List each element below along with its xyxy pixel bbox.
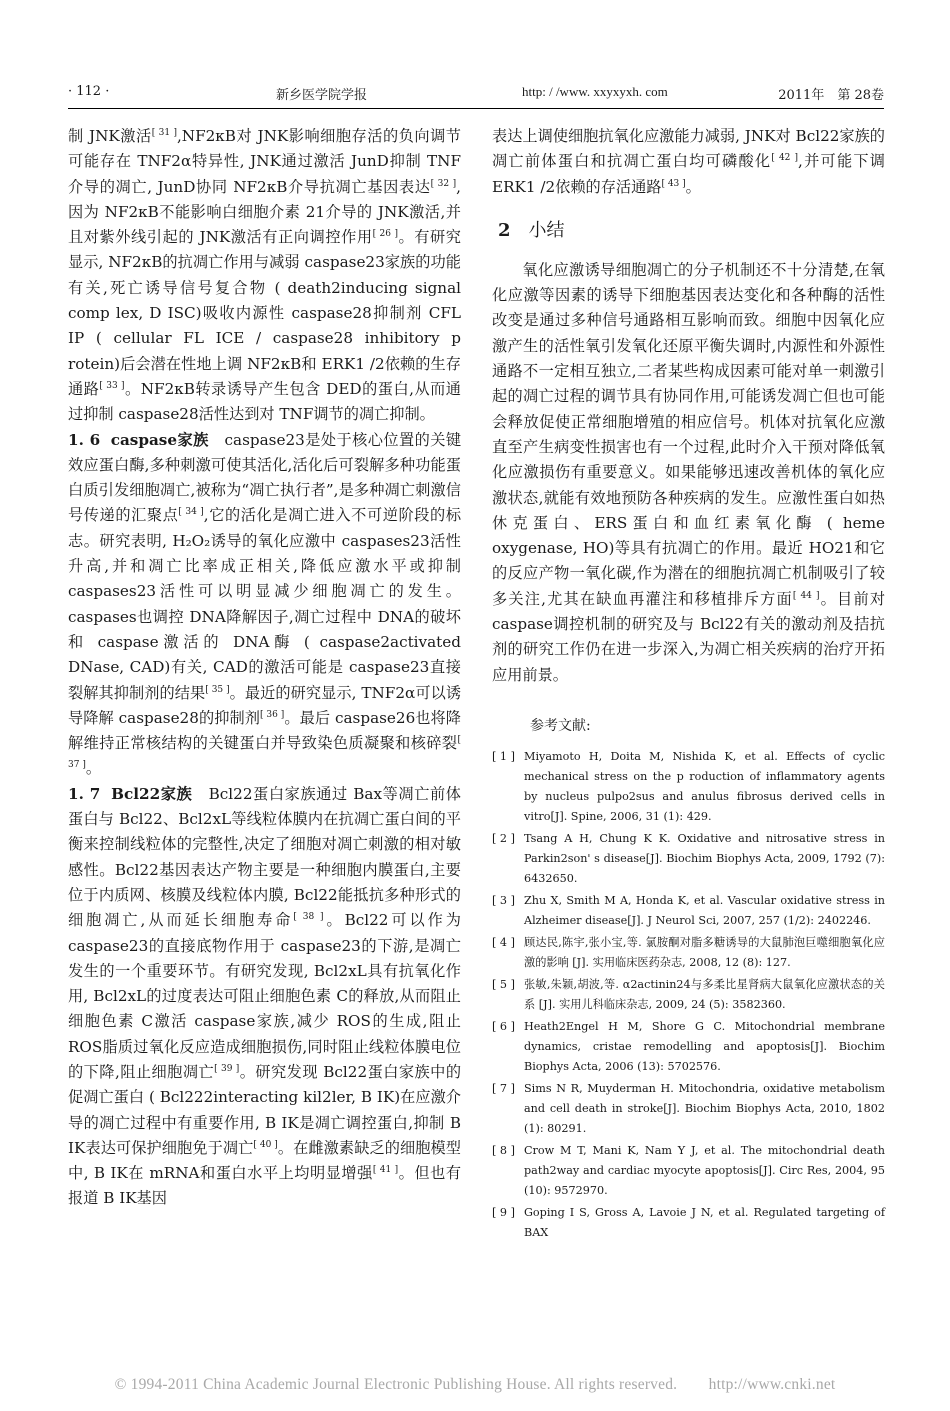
reference-number: [ 9 ] (492, 1206, 515, 1220)
reference-item (492, 891, 885, 931)
citation[interactable]: [ 41 ] (372, 1165, 399, 1176)
citation[interactable]: [ 26 ] (372, 229, 398, 240)
reference-text: Tsang A H, Chung K K. Oxidative and nitrosative stress in Parkin2son' s disease[J]. Biochim Biophys Acta, 2009, 1792 (7): 6432650. (524, 832, 885, 886)
citation[interactable]: [ 37 ] (68, 735, 461, 771)
reference-item (492, 933, 885, 973)
paragraph: 氧化应激诱导细胞凋亡的分子机制还不十分清楚,在氧化应激等因素的诱导下细胞基因表达变化和各种酶的活性改变是通过多种信号通路相互影响而致。细胞中因氧化应激产生的活性氧引发氧化还原平衡失调时,内源性和外源性通路不一定相互独立,二者某些构成因素可能对单一刺激引起的凋亡过程的调节具有协同作用,可能诱发凋亡但也可能会释放促使正常细胞增殖的相应信号。机体对抗氧化应激直至产生病变性损害也有一个过程,此时介入干预对降低氧化应激损伤有重要意义。如果能够迅速改善机体的氧化应激状态,就能有效地预防各种疾病的发生。应激性蛋白如热休克蛋白、ERS蛋白和血红素氧化酶 ( heme oxygenase, HO)等具有抗凋亡的作用。最近 HO21和它的反应产物一氧化碳,作为潜在的细胞抗凋亡机制吸引了较多关注,尤其在缺血再灌注和移植排斥方面[ 44 ]。目前对 caspase调控机制的研究及与 Bcl22有关的激动剂及拮抗剂的研究工作仍在进一步深入,为凋亡相关疾病的治疗开拓应用前景。 (492, 260, 886, 684)
journal-url[interactable]: http: / /www. xxyxyxh. com (522, 84, 668, 99)
reference-text: Goping I S, Gross A, Lavoie J N, et al. Regulated targeting of BAX (524, 1206, 885, 1240)
copyright-footer: © 1994-2011 China Academic Journal Electronic Publishing House. All rights reserved. http://www.cnki.net (114, 1376, 836, 1393)
section-number: 2 (498, 219, 511, 241)
reference-item (492, 975, 885, 1015)
reference-text: Heath2Engel H M, Shore G C. Mitochondrial membrane dynamics, cristae remodelling and apoptosis[J]. Biochim Biophys Acta, 2006 (13): 5702576. (524, 1020, 885, 1074)
header-rule (68, 108, 884, 109)
reference-item (492, 1017, 885, 1077)
citation[interactable]: [ 44 ] (792, 590, 820, 601)
reference-number: [ 2 ] (492, 832, 515, 846)
running-header (68, 84, 884, 108)
citation[interactable]: [ 38 ] (293, 912, 324, 923)
reference-number: [ 1 ] (492, 750, 515, 764)
right-column (492, 124, 885, 1245)
reference-number: [ 5 ] (492, 978, 515, 992)
reference-number: [ 7 ] (492, 1082, 515, 1096)
reference-text: 顾达民,陈宇,张小宝,等. 氯胺酮对脂多糖诱导的大鼠肺泡巨噬细胞氧化应激的影响 [J]. 实用临床医药杂志, 2008, 12 (8): 127. (524, 936, 885, 970)
section-number: 1. 7 (68, 784, 101, 803)
reference-number: [ 6 ] (492, 1020, 515, 1034)
reference-text: Zhu X, Smith M A, Honda K, et al. Vascular oxidative stress in Alzheimer disease[J]. J Neurol Sci, 2007, 257 (1/2): 2402246. (524, 894, 885, 928)
reference-text: Crow M T, Mani K, Nam Y J, et al. The mitochondrial death path2way and cardiac myocyte apoptosis[J]. Circ Res, 2004, 95 (10): 9572970. (524, 1144, 885, 1198)
section-number: 1. 6 (68, 430, 101, 449)
journal-name: 新乡医学院学报 (276, 88, 368, 103)
references-heading: 参考文献: (530, 717, 591, 734)
citation[interactable]: [ 40 ] (253, 1139, 278, 1150)
citation[interactable]: [ 33 ] (99, 380, 125, 391)
section-1-6: 1. 6 caspase家族 caspase23是处于核心位置的关键效应蛋白酶,多种刺激可使其活化,活化后可裂解多种功能蛋白质引发细胞凋亡,被称为“凋亡执行者”,是多种凋亡刺激信号传递的汇聚点[ 34 ],它的活化是凋亡进入不可逆阶段的标志。研究表明, H₂O₂诱导的氧化应激中 caspases23活性升高,并和凋亡比率成正相关,降低应激水平或抑制 caspases23活性可以明显减少细胞凋亡的发生。caspases也调控 DNA降解因子,凋亡过程中 DNA的破坏和 caspase激活的 DNA酶 ( caspase2activated DNase, CAD)有关, CAD的激活可能是 caspase23直接裂解其抑制剂的结果[ 35 ]。最近的研究显示, TNF2α可以诱导降解 caspase28的抑制剂[ 36 ]。最后 caspase26也将降解维持正常核结构的关键蛋白并导致染色质凝聚和核碎裂[ 37 ]。 (68, 430, 462, 778)
reference-text: Sims N R, Muyderman H. Mitochondria, oxidative metabolism and cell death in stroke[J]. Biochim Biophys Acta, 2010, 1802 (1): 80291. (524, 1082, 885, 1136)
issue-info: 2011年 第 28卷 (778, 88, 884, 103)
reference-item (492, 1203, 885, 1243)
reference-number: [ 8 ] (492, 1144, 515, 1158)
section-1-7: 1. 7 Bcl22家族 Bcl22蛋白家族通过 Bax等凋亡前体蛋白与 Bcl22、Bcl2xL等线粒体膜内在抗凋亡蛋白间的平衡来控制线粒体的完整性,决定了细胞对凋亡刺激的相对敏感性。Bcl22基因表达产物主要是一种细胞内膜蛋白,主要位于内质网、核膜及线粒体内膜, Bcl22能抵抗多种形式的细胞凋亡,从而延长细胞寿命[ 38 ]。Bcl22可以作为 caspase23的直接底物作用于 caspase23的下游,是凋亡发生的一个重要环节。有研究发现, Bcl2xL具有抗氧化作用, Bcl2xL的过度表达可阻止细胞色素 C的释放,从而阻止细胞色素 C激活 caspase家族,减少 ROS的生成,阻止 ROS脂质过氧化反应造成细胞损伤,同时阻止线粒体膜电位的下降,阻止细胞凋亡[ 39 ]。研究发现 Bcl22蛋白家族中的促凋亡蛋白 ( Bcl222interacting kil2ler, B IK)在应激介导的凋亡过程中有重要作用, B IK是凋亡调控蛋白,抑制 B IK表达可保护细胞免于凋亡[ 40 ]。在雌激素缺乏的细胞模型中, B IK在 mRNA和蛋白水平上均明显增强[ 41 ]。但也有报道 B IK基因 (68, 784, 462, 1208)
citation[interactable]: [ 31 ] (151, 127, 177, 138)
citation[interactable]: [ 42 ] (771, 153, 799, 164)
reference-item (492, 747, 885, 827)
section-title: Bcl22家族 (111, 784, 193, 803)
paragraph: 表达上调使细胞抗氧化应激能力减弱, JNK对 Bcl22家族的凋亡前体蛋白和抗凋亡蛋白均可磷酸化[ 42 ],并可能下调 ERK1 /2依赖的存活通路[ 43 ]。 (492, 127, 885, 196)
citation[interactable]: [ 36 ] (259, 709, 285, 720)
section-title: 小结 (528, 219, 565, 241)
page-number: · 112 · (68, 84, 110, 99)
section-heading (498, 218, 885, 244)
reference-item (492, 829, 885, 889)
reference-list (492, 747, 885, 1243)
citation[interactable]: [ 39 ] (214, 1063, 240, 1074)
reference-item (492, 1141, 885, 1201)
left-column (68, 124, 461, 1212)
section-title: caspase家族 (110, 430, 209, 449)
reference-item (492, 1079, 885, 1139)
paragraph: 制 JNK激活[ 31 ],NF2κB对 JNK影响细胞存活的负向调节可能存在 TNF2α特异性, JNK通过激活 JunD抑制 TNF介导的凋亡, JunD协同 NF2κB介导抗凋亡基因表达[ 32 ],因为 NF2κB不能影响白细胞介素 21介导的 JNK激活,并且对紫外线引起的 JNK激活有正向调控作用[ 26 ]。有研究显示, NF2κB的抗凋亡作用与减弱 caspase23家族的功能有关,死亡诱导信号复合物 ( death2inducing signal comp lex, D ISC)吸收内源性 caspase28抑制剂 CFL IP ( cellular FL ICE / caspase28 inhibitory p rotein)后会潜在性地上调 NF2κB和 ERK1 /2依赖的生存通路[ 33 ]。NF2κB转录诱导产生包含 DED的蛋白,从而通过抑制 caspase28活性达到对 TNF调节的凋亡抑制。 (68, 127, 461, 424)
citation[interactable]: [ 32 ] (430, 178, 457, 189)
reference-text: Miyamoto H, Doita M, Nishida K, et al. Effects of cyclic mechanical stress on the p roduction of inflammatory agents by nucleus pulpo2sus and anulus fibrosus derived cells in vitro[J]. Spine, 2006, 31 (1): 429. (524, 750, 885, 824)
reference-number: [ 3 ] (492, 894, 515, 908)
reference-text: 张敏,朱颖,胡波,等. α2actinin24与多柔比星肾病大鼠氧化应激状态的关系 [J]. 实用儿科临床杂志, 2009, 24 (5): 3582360. (524, 978, 885, 1012)
citation[interactable]: [ 34 ] (178, 507, 204, 518)
citation[interactable]: [ 35 ] (205, 684, 230, 695)
reference-number: [ 4 ] (492, 936, 515, 950)
citation[interactable]: [ 43 ] (661, 178, 686, 189)
